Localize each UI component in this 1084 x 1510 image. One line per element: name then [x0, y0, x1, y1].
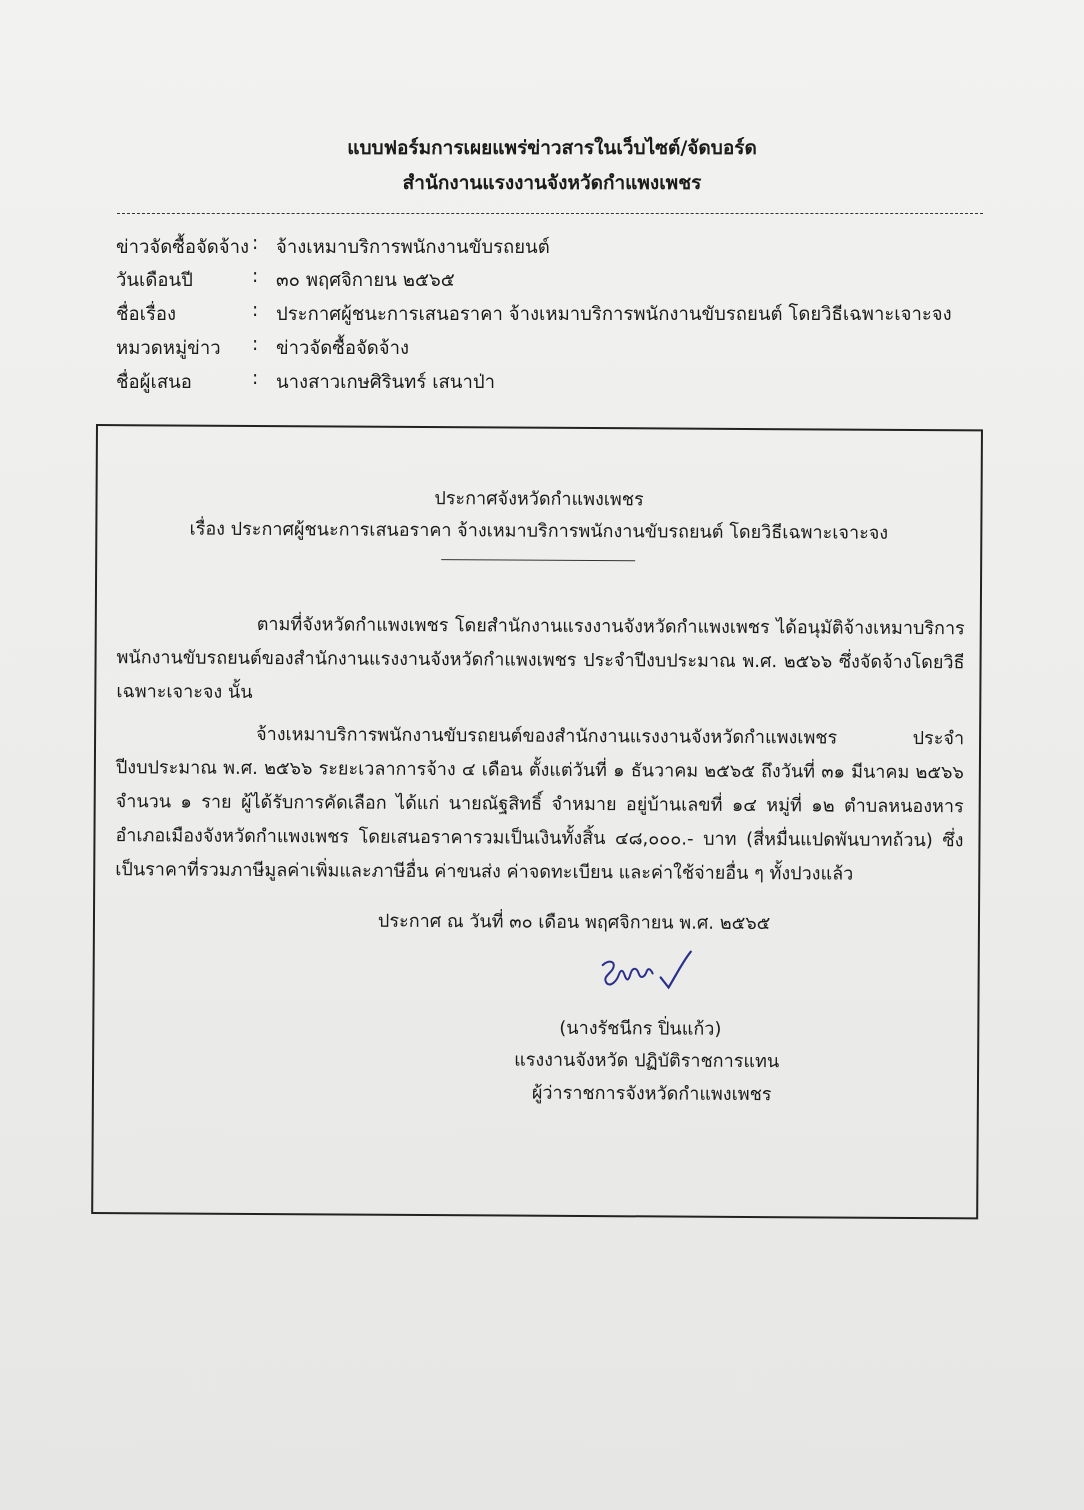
handwritten-signature	[595, 947, 705, 998]
meta-value: ๓๐ พฤศจิกายน ๒๕๖๕	[276, 270, 455, 291]
dashed-divider	[117, 213, 983, 214]
signer-position: ผู้ว่าราชการจังหวัดกำแพงเพชร	[531, 1082, 772, 1106]
form-title: แบบฟอร์มการเผยแพร่ข่าวสารในเว็บไซต์/จัดบอร์ด	[347, 137, 757, 159]
office-name: สำนักงานแรงงานจังหวัดกำแพงเพชร	[402, 172, 702, 194]
meta-label: วันเดือนปี	[116, 270, 193, 291]
signer-position: แรงงานจังหวัด ปฏิบัติราชการแทน	[514, 1049, 780, 1073]
title-underline	[441, 559, 635, 561]
meta-colon: :	[252, 266, 259, 287]
meta-colon: :	[252, 334, 259, 355]
meta-value: ประกาศผู้ชนะการเสนอราคา จ้างเหมาบริการพนักงานขับรถยนต์ โดยวิธีเฉพาะเจาะจง	[276, 304, 952, 325]
meta-value: ข่าวจัดซื้อจัดจ้าง	[276, 338, 410, 359]
meta-label: ชื่อเรื่อง	[116, 304, 177, 325]
meta-colon: :	[252, 368, 259, 389]
announcement-paragraph: ตามที่จังหวัดกำแพงเพชร โดยสำนักงานแรงงานจังหวัดกำแพงเพชร ได้อนุมัติจ้างเหมาบริการพนักงานขับรถยนต์ของสำนักงานแรงงานจังหวัดกำแพงเพชร ประจำปีงบประมาณ พ.ศ. ๒๕๖๖ ซึ่งจัดจ้างโดยวิธีเฉพาะเจาะจง นั้น	[116, 613, 965, 703]
announcement-subject: เรื่อง ประกาศผู้ชนะการเสนอราคา จ้างเหมาบริการพนักงานขับรถยนต์ โดยวิธีเฉพาะเจาะจง	[189, 518, 889, 544]
meta-colon: :	[252, 233, 259, 254]
signer-name: (นางรัชนีกร ปิ่นแก้ว)	[559, 1017, 722, 1040]
meta-colon: :	[252, 300, 259, 321]
meta-label: ข่าวจัดซื้อจัดจ้าง	[116, 237, 250, 258]
meta-value: นางสาวเกษศิรินทร์ เสนาป่า	[276, 372, 495, 393]
announcement-paragraph: จ้างเหมาบริการพนักงานขับรถยนต์ของสำนักงานแรงงานจังหวัดกำแพงเพชร ประจำปีงบประมาณ พ.ศ. ๒๕๖๖ ระยะเวลาการจ้าง ๔ เดือน ตั้งแต่วันที่ ๑ ธันวาคม ๒๕๖๕ ถึงวันที่ ๓๑ มีนาคม ๒๕๖๖ จำนวน ๑ ราย ผู้ได้รับการคัดเลือก ได้แก่ นายณัฐสิทธิ์ จำหมาย อยู่บ้านเลขที่ ๑๔ หมู่ที่ ๑๒ ตำบลหนองหาร อำเภอเมืองจังหวัดกำแพงเพชร โดยเสนอราคารวมเป็นเงินทั้งสิ้น ๔๘,๐๐๐.- บาท (สี่หมื่นแปดพันบาทถ้วน) ซึ่งเป็นราคาที่รวมภาษีมูลค่าเพิ่มและภาษีอื่น ค่าขนส่ง ค่าจดทะเบียน และค่าใช้จ่ายอื่น ๆ ทั้งปวงแล้ว	[115, 723, 965, 885]
announcement-date: ประกาศ ณ วันที่ ๓๐ เดือน พฤศจิกายน พ.ศ. ๒๕๖๕	[377, 910, 771, 935]
meta-value: จ้างเหมาบริการพนักงานขับรถยนต์	[276, 237, 550, 258]
announcement-title: ประกาศจังหวัดกำแพงเพชร	[434, 488, 644, 511]
announcement-box	[91, 424, 983, 1219]
meta-label: ชื่อผู้เสนอ	[116, 372, 192, 393]
meta-label: หมวดหมู่ข่าว	[116, 338, 221, 359]
